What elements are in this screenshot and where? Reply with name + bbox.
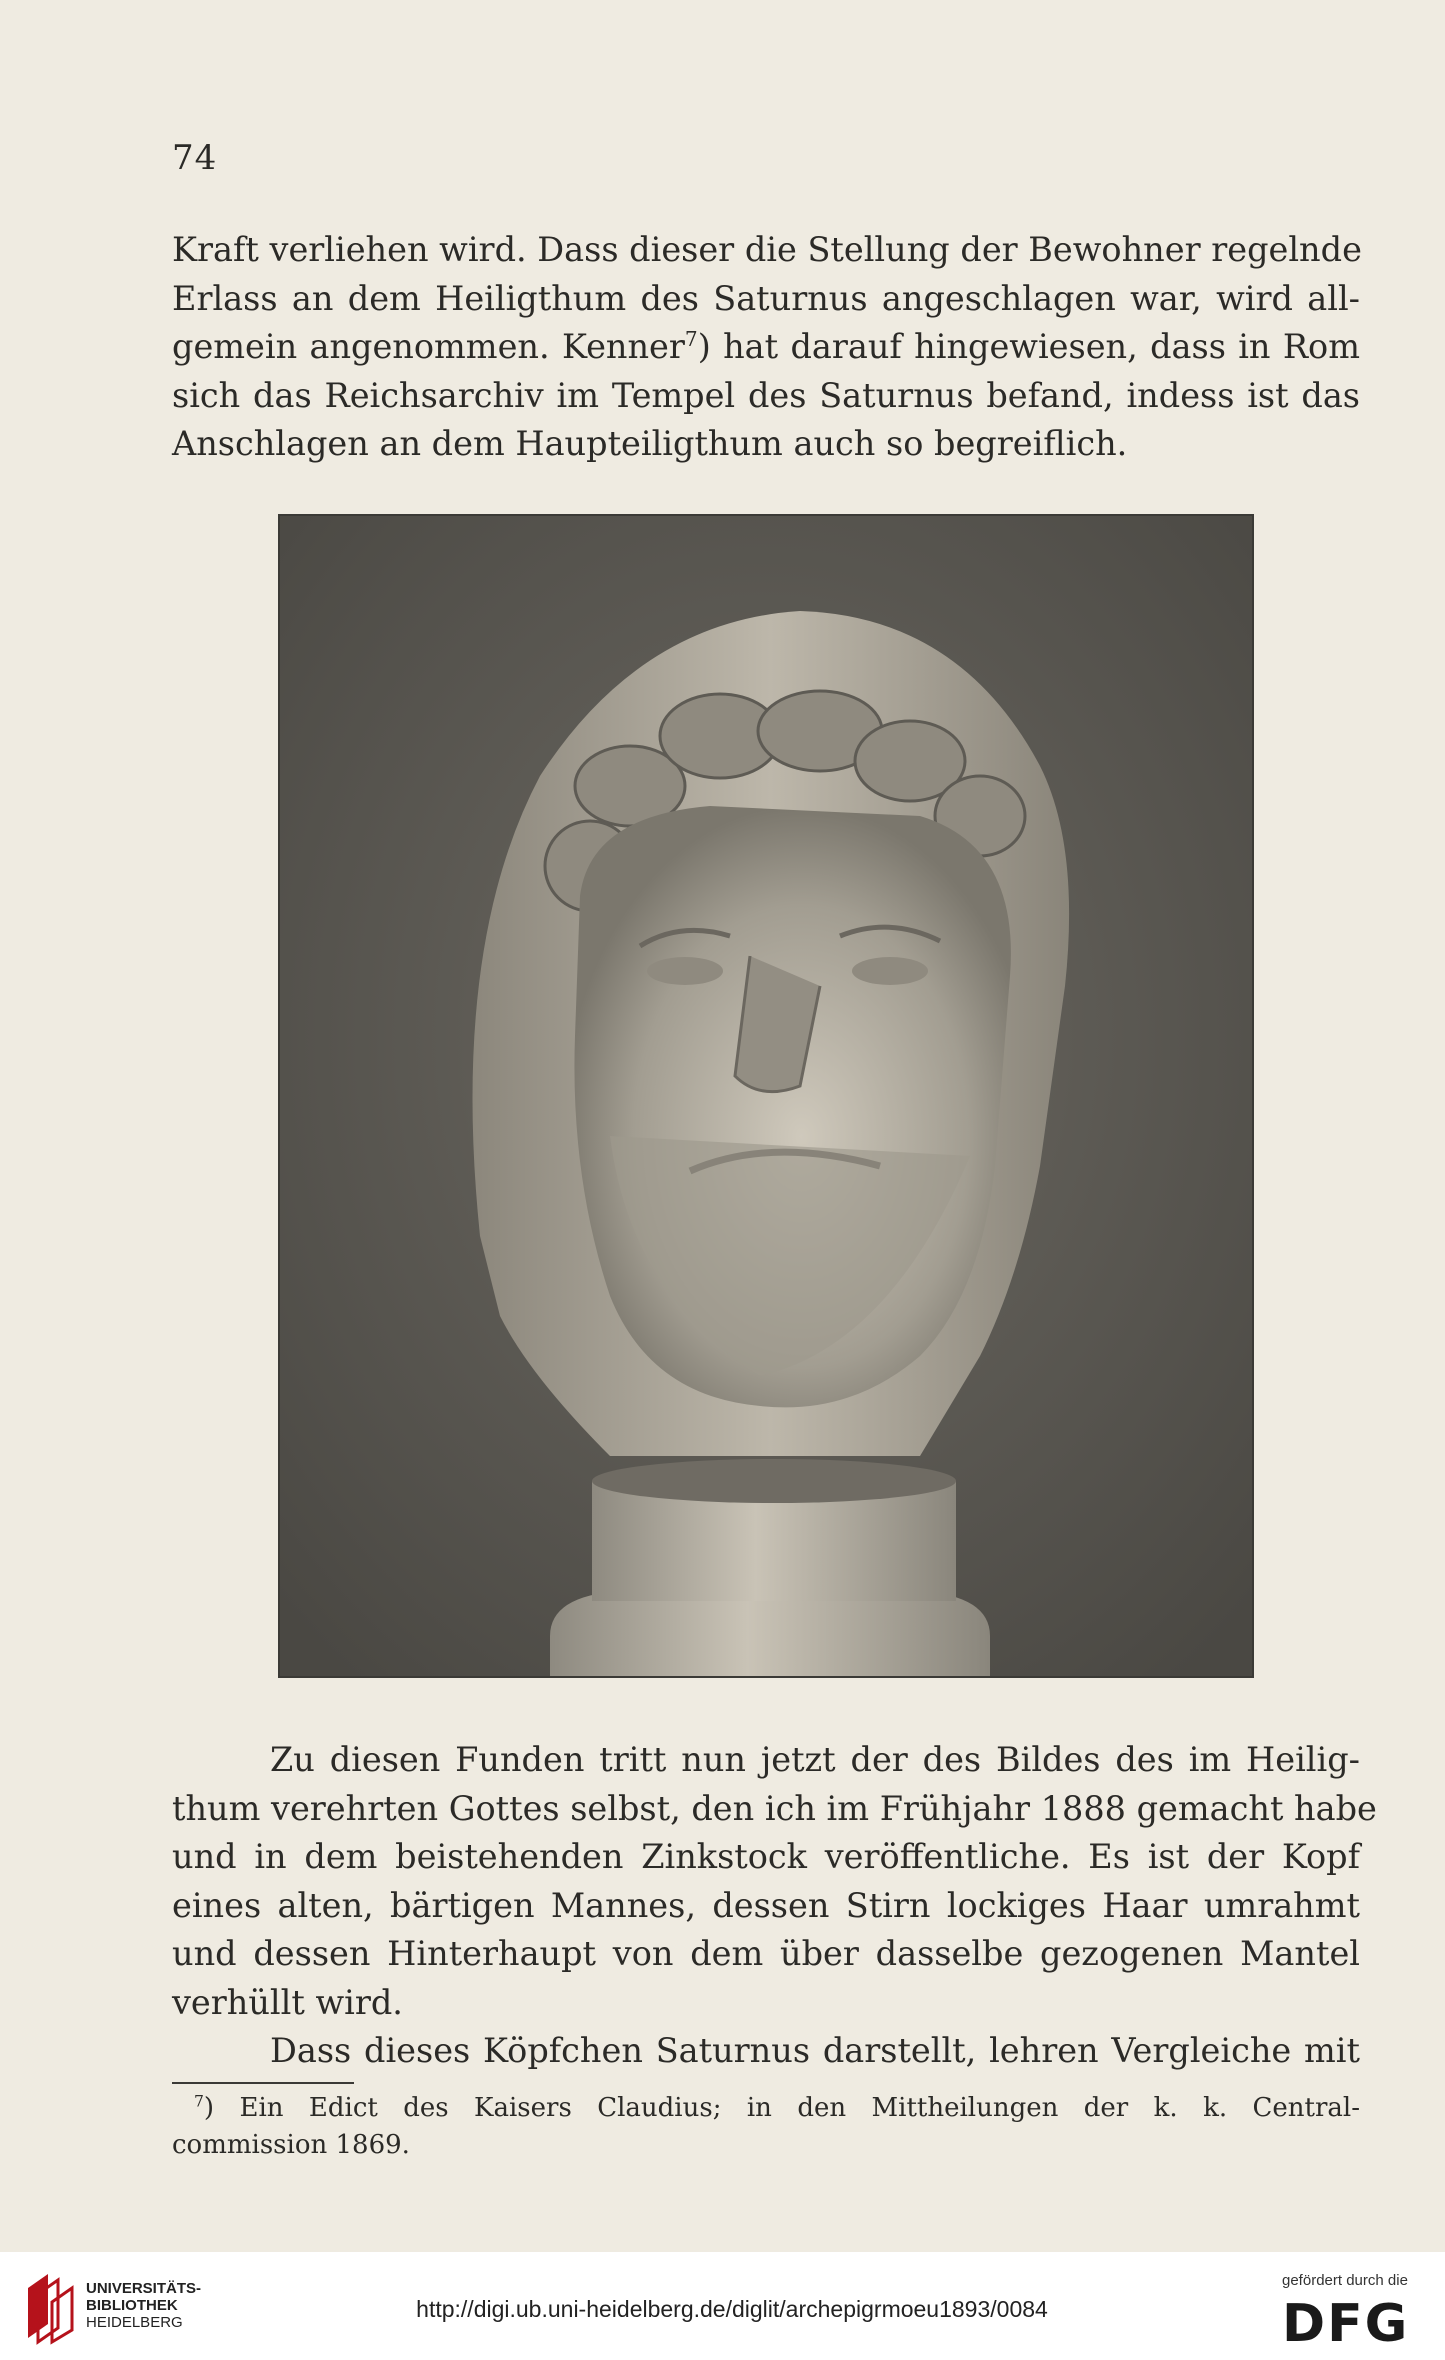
library-name-line: BIBLIOTHEK <box>86 2297 178 2314</box>
library-name-line: HEIDELBERG <box>86 2314 183 2331</box>
footnote-line: commission 1869. <box>172 2130 410 2160</box>
text-line: sich das Reichsarchiv im Tempel des Saturnus befand, indess ist das <box>172 375 1360 415</box>
page-number: 74 <box>172 138 218 178</box>
face <box>574 806 1010 1407</box>
library-name <box>86 2280 201 2331</box>
text-line-with-footnote <box>172 323 1360 372</box>
text-line: Erlass an dem Heiligthum des Saturnus angeschlagen war, wird all- <box>172 278 1360 318</box>
text-line: und in dem beistehenden Zinkstock veröffentliche. Es ist der Kopf <box>172 1837 1360 1876</box>
library-name-line: UNIVERSITÄTS- <box>86 2280 202 2297</box>
bust-illustration <box>280 516 1252 1676</box>
footnote-line <box>172 2090 1360 2127</box>
text-line: Anschlagen an dem Haupteiligthum auch so begreiflich. <box>172 424 1128 463</box>
footnote-marker[interactable]: 7 <box>684 326 698 351</box>
footnote-text: ) Ein Edict des Kaisers Claudius; in den Mittheilungen der k. k. Central- <box>203 2093 1360 2123</box>
bottom-paragraph <box>172 1736 1377 2076</box>
text-line: eines alten, bärtigen Mannes, dessen Stirn lockiges Haar umrahmt <box>172 1885 1360 1925</box>
text-line-part: gemein angenommen. Kenner <box>172 327 685 366</box>
funding-label: gefördert durch die <box>1282 2272 1408 2289</box>
dfg-logo: DFG <box>1282 2294 1410 2354</box>
text-line-part: ) hat darauf hingewiesen, dass in Rom <box>697 327 1360 366</box>
university-library-logo-icon <box>18 2268 84 2346</box>
text-line: Zu diesen Funden tritt nun jetzt der des Bildes des im Heilig- <box>270 1740 1360 1779</box>
text-line: verhüllt wird. <box>172 1982 403 2022</box>
footnotes <box>172 2090 1360 2164</box>
digitization-footer <box>0 2252 1445 2360</box>
text-line: und dessen Hinterhaupt von dem über dasselbe gezogenen Mantel <box>172 1934 1360 1973</box>
text-line: thum verehrten Gottes selbst, den ich im Frühjahr 1888 gemacht habe <box>172 1788 1377 1828</box>
sculpture-photograph <box>278 514 1254 1678</box>
top-paragraph <box>172 226 1360 469</box>
source-url-link[interactable]: http://digi.ub.uni-heidelberg.de/diglit/archepigrmoeu1893/0084 <box>416 2296 1048 2322</box>
footnote-divider <box>172 2082 354 2084</box>
footnote-number: 7 <box>194 2092 204 2111</box>
text-line: Kraft verliehen wird. Dass dieser die Stellung der Bewohner regelnde <box>172 230 1362 269</box>
pedestal <box>550 1459 990 1676</box>
text-line: Dass dieses Köpfchen Saturnus darstellt, lehren Vergleiche mit <box>270 2031 1360 2070</box>
